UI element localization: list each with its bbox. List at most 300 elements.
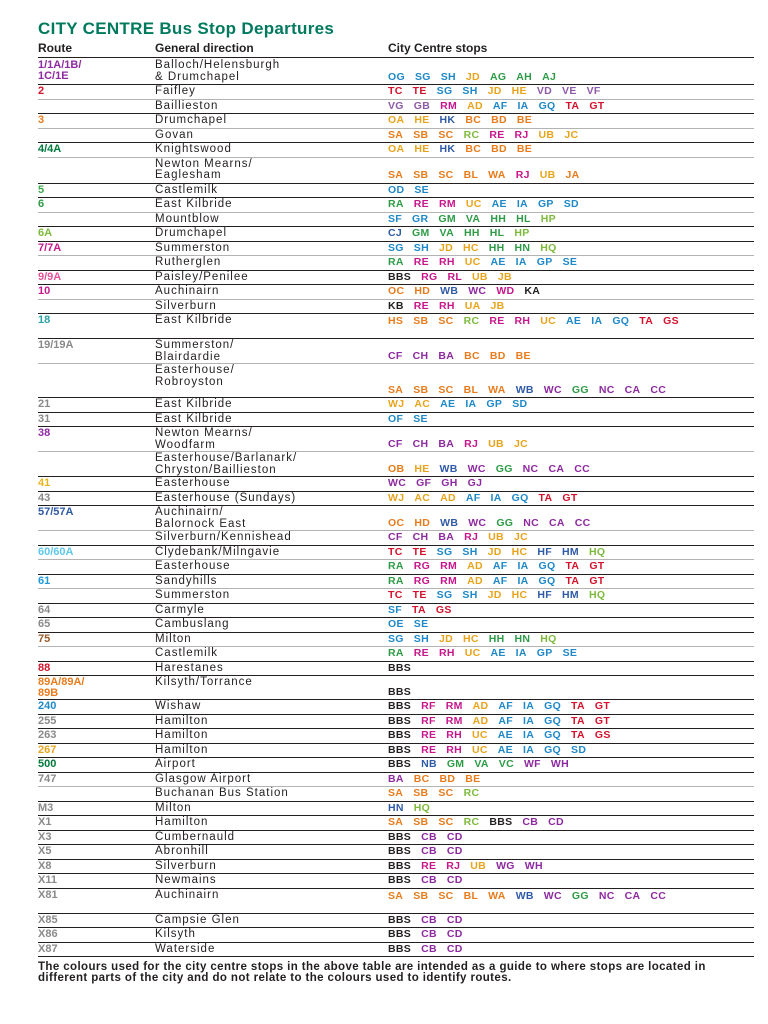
stop-code: RE xyxy=(421,743,437,756)
city-centre-stops xyxy=(388,198,754,211)
stop-code: AE xyxy=(566,315,582,327)
stop-code: BBS xyxy=(388,758,412,770)
stop-code: WH xyxy=(550,758,569,770)
stop-code: OA xyxy=(388,114,405,126)
table-row xyxy=(38,285,754,300)
stop-code: OD xyxy=(388,183,405,196)
stop-code: BBS xyxy=(388,729,412,741)
stop-code: GB xyxy=(413,99,431,112)
stop-code: RE xyxy=(413,299,429,312)
stop-code: HH xyxy=(463,227,480,239)
stop-code: SC xyxy=(438,169,454,181)
table-row xyxy=(38,198,754,213)
stop-code: SB xyxy=(413,889,429,902)
route-number: 7/7A xyxy=(38,241,62,254)
stop-code: CA xyxy=(624,383,641,396)
table-row xyxy=(38,59,754,85)
table-row xyxy=(38,100,754,115)
stop-code: BBS xyxy=(388,685,412,698)
table-row xyxy=(38,492,754,507)
stop-code: GG xyxy=(495,462,513,475)
stop-code: SB xyxy=(413,128,429,141)
stop-code: VE xyxy=(562,85,577,97)
stop-code: RM xyxy=(445,714,463,727)
general-direction: Easterhouse/ Robroyston xyxy=(155,364,235,388)
stop-code: JC xyxy=(513,437,528,450)
stop-code: CH xyxy=(412,437,429,450)
general-direction: Hamilton xyxy=(155,743,209,756)
city-centre-stops xyxy=(388,773,754,786)
city-centre-stops xyxy=(388,517,754,530)
stop-code: AF xyxy=(492,574,508,587)
stop-code: HM xyxy=(562,545,579,558)
city-centre-stops xyxy=(388,816,754,829)
stop-code: SA xyxy=(388,816,404,828)
general-direction: Kilsyth/Torrance xyxy=(155,676,253,688)
stop-code: WC xyxy=(467,462,486,475)
stop-code: UC xyxy=(472,729,488,741)
stop-code: AF xyxy=(498,714,513,727)
route-number: X3 xyxy=(38,830,52,843)
city-centre-stops xyxy=(388,560,754,573)
city-centre-stops xyxy=(388,943,754,956)
stop-code: WB xyxy=(515,383,534,396)
stop-code: TC xyxy=(388,545,403,558)
table-row xyxy=(38,256,754,271)
stop-code: AG xyxy=(489,70,507,83)
stop-code: SG xyxy=(436,589,453,601)
route-number: M3 xyxy=(38,801,54,814)
stop-code: RC xyxy=(463,315,480,327)
table-row xyxy=(38,633,754,648)
stop-code: CD xyxy=(548,816,564,828)
general-direction: Summerston xyxy=(155,241,231,254)
route-number: 240 xyxy=(38,700,57,712)
stop-code: AD xyxy=(467,99,483,112)
table-row xyxy=(38,364,754,398)
stop-code: RH xyxy=(438,256,455,268)
table-row xyxy=(38,845,754,860)
general-direction: Faifley xyxy=(155,85,196,97)
stop-code: TA xyxy=(639,315,654,327)
stop-code: GQ xyxy=(544,714,562,727)
stop-code: JD xyxy=(487,545,502,558)
stop-code: IA xyxy=(523,700,535,712)
table-row xyxy=(38,452,754,477)
stop-code: SG xyxy=(388,241,404,254)
stop-code: SE xyxy=(562,647,578,659)
stop-code: TA xyxy=(412,603,426,616)
stop-code: NB xyxy=(421,758,437,770)
stop-code: GS xyxy=(663,315,679,327)
stop-code: SG xyxy=(436,545,453,558)
general-direction: Mountblow xyxy=(155,212,220,225)
stop-code: HM xyxy=(562,589,579,601)
stop-code: HL xyxy=(489,227,505,239)
stop-code: BE xyxy=(516,143,533,155)
stop-code: HF xyxy=(537,589,553,601)
stop-code: UA xyxy=(464,299,481,312)
stop-code: RJ xyxy=(515,169,530,181)
stop-code: CF xyxy=(388,437,403,450)
route-number: X8 xyxy=(38,859,52,872)
stop-code: WC xyxy=(468,285,487,297)
route-number: 61 xyxy=(38,574,51,587)
stop-code: WD xyxy=(496,285,515,297)
stop-code: JA xyxy=(565,169,580,181)
stop-code: CH xyxy=(412,531,429,543)
city-centre-stops xyxy=(388,928,754,941)
city-centre-stops xyxy=(388,413,754,426)
stop-code: RC xyxy=(463,787,480,799)
route-column-header: Route xyxy=(38,41,72,55)
stop-code: WC xyxy=(388,477,407,489)
stop-code: GM xyxy=(412,227,430,239)
table-row xyxy=(38,213,754,228)
city-centre-stops xyxy=(388,633,754,646)
table-row xyxy=(38,744,754,759)
stop-code: WC xyxy=(543,889,562,902)
city-centre-stops xyxy=(388,662,754,675)
stop-code: HQ xyxy=(588,545,606,558)
stop-code: CA xyxy=(548,462,565,475)
stop-code: SA xyxy=(388,383,404,396)
stop-code: GQ xyxy=(538,99,556,112)
table-row xyxy=(38,314,754,339)
stop-code: RJ xyxy=(446,859,461,872)
stop-code: BA xyxy=(388,772,404,785)
city-centre-stops xyxy=(388,213,754,226)
stop-code: WH xyxy=(524,859,543,872)
city-centre-stops xyxy=(388,100,754,113)
stop-code: CD xyxy=(446,913,463,926)
stop-code: OA xyxy=(388,143,405,155)
stop-code: CF xyxy=(388,531,403,543)
stop-code: CC xyxy=(574,462,590,475)
stop-code: WF xyxy=(523,758,541,770)
table-row xyxy=(38,860,754,875)
route-number: 65 xyxy=(38,618,51,630)
stop-code: BA xyxy=(438,349,455,362)
stop-code: RM xyxy=(440,560,458,572)
stop-code: UB xyxy=(539,169,556,181)
route-number: 75 xyxy=(38,632,51,645)
stop-code: CC xyxy=(650,383,667,396)
stop-code: RH xyxy=(514,315,531,327)
stop-code: VG xyxy=(388,99,404,112)
stop-code: TC xyxy=(388,85,403,97)
stop-code: IA xyxy=(490,491,502,504)
stop-code: GJ xyxy=(467,477,483,489)
stop-code: HQ xyxy=(540,241,557,254)
general-direction: Castlemilk xyxy=(155,183,219,196)
stop-code: BE xyxy=(465,772,481,785)
city-centre-stops xyxy=(388,285,754,298)
stop-code: GQ xyxy=(544,700,562,712)
table-row xyxy=(38,647,754,662)
city-centre-stops xyxy=(388,831,754,844)
stop-code: BL xyxy=(463,383,479,396)
stops-column-header: City Centre stops xyxy=(388,41,488,55)
stop-code: CB xyxy=(421,928,437,940)
city-centre-stops xyxy=(388,492,754,505)
stop-code: RG xyxy=(421,270,438,283)
stop-code: TA xyxy=(565,560,580,572)
stop-code: WJ xyxy=(388,491,405,504)
stop-code: HN xyxy=(514,241,531,254)
route-number: X86 xyxy=(38,928,58,940)
stop-code: SF xyxy=(388,212,403,225)
stop-code: HE xyxy=(511,85,527,97)
stop-code: IA xyxy=(522,729,535,741)
table-row xyxy=(38,729,754,744)
general-direction: Wishaw xyxy=(155,700,202,712)
stop-code: TA xyxy=(565,99,580,112)
stop-code: IA xyxy=(591,315,603,327)
general-direction: Summerston xyxy=(155,589,231,601)
city-centre-stops xyxy=(388,271,754,284)
stop-code: IA xyxy=(515,647,527,659)
general-direction: Milton xyxy=(155,801,192,814)
stop-code: BBS xyxy=(388,700,412,712)
stop-code: IA xyxy=(522,743,535,756)
stop-code: BBS xyxy=(388,874,412,886)
stop-code: GT xyxy=(589,574,605,587)
table-row xyxy=(38,114,754,129)
stop-code: SH xyxy=(462,85,478,97)
table-row xyxy=(38,715,754,730)
table-row xyxy=(38,700,754,715)
stop-code: HE xyxy=(414,462,430,475)
stop-code: SE xyxy=(413,412,428,425)
stop-code: HC xyxy=(511,545,528,558)
stop-code: SH xyxy=(413,241,429,254)
stop-code: WG xyxy=(496,859,515,872)
route-number: 267 xyxy=(38,743,57,756)
route-number: 2 xyxy=(38,85,45,97)
general-direction: Cambuslang xyxy=(155,618,230,630)
stop-code: SG xyxy=(414,70,431,83)
stop-code: OB xyxy=(388,462,405,475)
stop-code: SC xyxy=(438,889,454,902)
general-direction: Easterhouse/Barlanark/ Chryston/Baillieston xyxy=(155,452,298,476)
stop-code: BC xyxy=(464,349,480,362)
stop-code: AD xyxy=(467,574,483,587)
city-centre-stops xyxy=(388,143,754,156)
stop-code: SC xyxy=(438,128,454,141)
stop-code: JD xyxy=(438,241,453,254)
stop-code: GM xyxy=(446,758,465,770)
stop-code: OC xyxy=(388,285,405,297)
stop-code: RA xyxy=(388,198,404,210)
stop-code: HN xyxy=(388,801,404,814)
stop-code: HK xyxy=(439,143,456,155)
route-number: 60/60A xyxy=(38,545,74,558)
stop-code: SE xyxy=(413,618,429,630)
general-direction: Paisley/Penilee xyxy=(155,270,249,283)
table-row xyxy=(38,398,754,413)
stop-code: RE xyxy=(421,859,437,872)
general-direction: Easterhouse (Sundays) xyxy=(155,491,297,504)
stop-code: GQ xyxy=(544,743,562,756)
city-centre-stops xyxy=(388,758,754,771)
stop-code: GF xyxy=(416,477,432,489)
stop-code: CA xyxy=(624,889,641,902)
stop-code: TA xyxy=(565,574,580,587)
general-direction: Auchinairn xyxy=(155,285,220,297)
stop-code: CB xyxy=(522,816,539,828)
stop-code: OF xyxy=(388,412,404,425)
stop-code: SH xyxy=(440,70,456,83)
general-direction: Glasgow Airport xyxy=(155,772,252,785)
table-row xyxy=(38,676,754,700)
stop-code: RE xyxy=(413,256,429,268)
table-row xyxy=(38,874,754,889)
general-direction: Clydebank/Milngavie xyxy=(155,545,281,558)
stop-code: AF xyxy=(492,560,508,572)
stop-code: BBS xyxy=(388,913,412,926)
route-number: X87 xyxy=(38,942,58,955)
stop-code: SA xyxy=(388,889,404,902)
table-row xyxy=(38,575,754,590)
direction-column-header: General direction xyxy=(155,41,254,55)
city-centre-stops xyxy=(388,802,754,815)
stop-code: SA xyxy=(388,787,404,799)
stop-code: VC xyxy=(498,758,514,770)
stop-code: SB xyxy=(413,816,429,828)
general-direction: East Kilbride xyxy=(155,198,233,210)
route-number: 18 xyxy=(38,314,51,326)
stop-code: HN xyxy=(514,632,531,645)
stop-code: UC xyxy=(472,743,488,756)
table-row xyxy=(38,339,754,364)
city-centre-stops xyxy=(388,477,754,490)
general-direction: Baillieston xyxy=(155,99,219,112)
general-direction: East Kilbride xyxy=(155,314,233,326)
stop-code: WB xyxy=(440,285,459,297)
city-centre-stops xyxy=(388,686,754,699)
stop-code: KB xyxy=(388,299,404,312)
route-number: 88 xyxy=(38,661,51,674)
stop-code: CJ xyxy=(388,227,403,239)
stop-code: RE xyxy=(489,128,505,141)
city-centre-stops xyxy=(388,129,754,142)
route-number: 89A/89A/ 89B xyxy=(38,676,85,699)
stop-code: GT xyxy=(589,560,605,572)
city-centre-stops xyxy=(388,256,754,269)
stop-code: HH xyxy=(488,241,505,254)
stop-code: AD xyxy=(440,491,456,504)
stop-code: RJ xyxy=(464,531,479,543)
stop-code: BE xyxy=(516,114,533,126)
city-centre-stops xyxy=(388,575,754,588)
departures-table xyxy=(38,59,754,957)
stop-code: SG xyxy=(436,85,453,97)
general-direction: Auchinairn/ Balornock East xyxy=(155,506,247,530)
stop-code: WJ xyxy=(388,398,405,410)
table-header xyxy=(38,40,754,58)
stop-code: SE xyxy=(414,183,429,196)
general-direction: Hamilton xyxy=(155,714,209,727)
route-number: 1/1A/1B/ 1C/1E xyxy=(38,59,82,82)
stop-code: CB xyxy=(421,830,437,843)
stop-code: RJ xyxy=(464,437,479,450)
stop-code: BBS xyxy=(388,942,412,955)
stop-code: RM xyxy=(438,198,456,210)
stop-code: RF xyxy=(421,714,436,727)
stop-code: CH xyxy=(412,349,429,362)
stop-code: CD xyxy=(446,874,463,886)
stop-code: HQ xyxy=(540,632,557,645)
stop-code: TA xyxy=(571,714,585,727)
general-direction: Silverburn xyxy=(155,859,217,872)
city-centre-stops xyxy=(388,845,754,858)
stop-code: AJ xyxy=(542,70,557,83)
stop-code: WC xyxy=(468,516,487,529)
stop-code: UB xyxy=(472,270,488,283)
stop-code: CC xyxy=(650,889,667,902)
stop-code: JD xyxy=(465,70,480,83)
stop-code: BC xyxy=(413,772,430,785)
city-centre-stops xyxy=(388,715,754,728)
stop-code: SH xyxy=(413,632,429,645)
route-number: 255 xyxy=(38,714,57,727)
stop-code: RM xyxy=(440,574,458,587)
general-direction: Campsie Glen xyxy=(155,913,240,926)
stop-code: BC xyxy=(465,143,482,155)
stop-code: GP xyxy=(537,198,554,210)
stop-code: SB xyxy=(413,383,429,396)
stop-code: GQ xyxy=(511,491,529,504)
route-number: 19/19A xyxy=(38,339,74,351)
stop-code: RH xyxy=(438,299,455,312)
stop-code: RG xyxy=(413,560,431,572)
stop-code: HC xyxy=(463,632,479,645)
general-direction: Milton xyxy=(155,632,192,645)
stop-code: CD xyxy=(446,928,463,940)
stop-code: TC xyxy=(388,589,403,601)
stop-code: GT xyxy=(594,714,611,727)
general-direction: Summerston/ Blairdardie xyxy=(155,339,235,363)
stop-code: HH xyxy=(488,632,505,645)
stop-code: IA xyxy=(517,99,529,112)
stop-code: SC xyxy=(438,816,454,828)
stop-code: UC xyxy=(464,256,481,268)
stop-code: AE xyxy=(491,198,507,210)
table-row xyxy=(38,413,754,428)
stop-code: GP xyxy=(536,647,553,659)
stop-code: CB xyxy=(421,874,437,886)
stop-code: GQ xyxy=(538,560,556,572)
stop-code: BBS xyxy=(388,714,412,727)
stop-code: GG xyxy=(571,889,589,902)
general-direction: Silverburn xyxy=(155,299,217,312)
stop-code: HK xyxy=(439,114,456,126)
stop-code: OG xyxy=(388,70,405,83)
table-row xyxy=(38,129,754,144)
stop-code: WA xyxy=(488,169,506,181)
city-centre-stops xyxy=(388,169,754,182)
stop-code: HD xyxy=(414,516,431,529)
route-number: X11 xyxy=(38,874,57,886)
stop-code: VA xyxy=(465,212,481,225)
stop-code: TA xyxy=(538,491,553,504)
stop-code: AD xyxy=(467,560,483,572)
stop-code: HS xyxy=(388,315,404,327)
stop-code: HP xyxy=(514,227,530,239)
table-row xyxy=(38,773,754,788)
stop-code: BA xyxy=(438,437,455,450)
